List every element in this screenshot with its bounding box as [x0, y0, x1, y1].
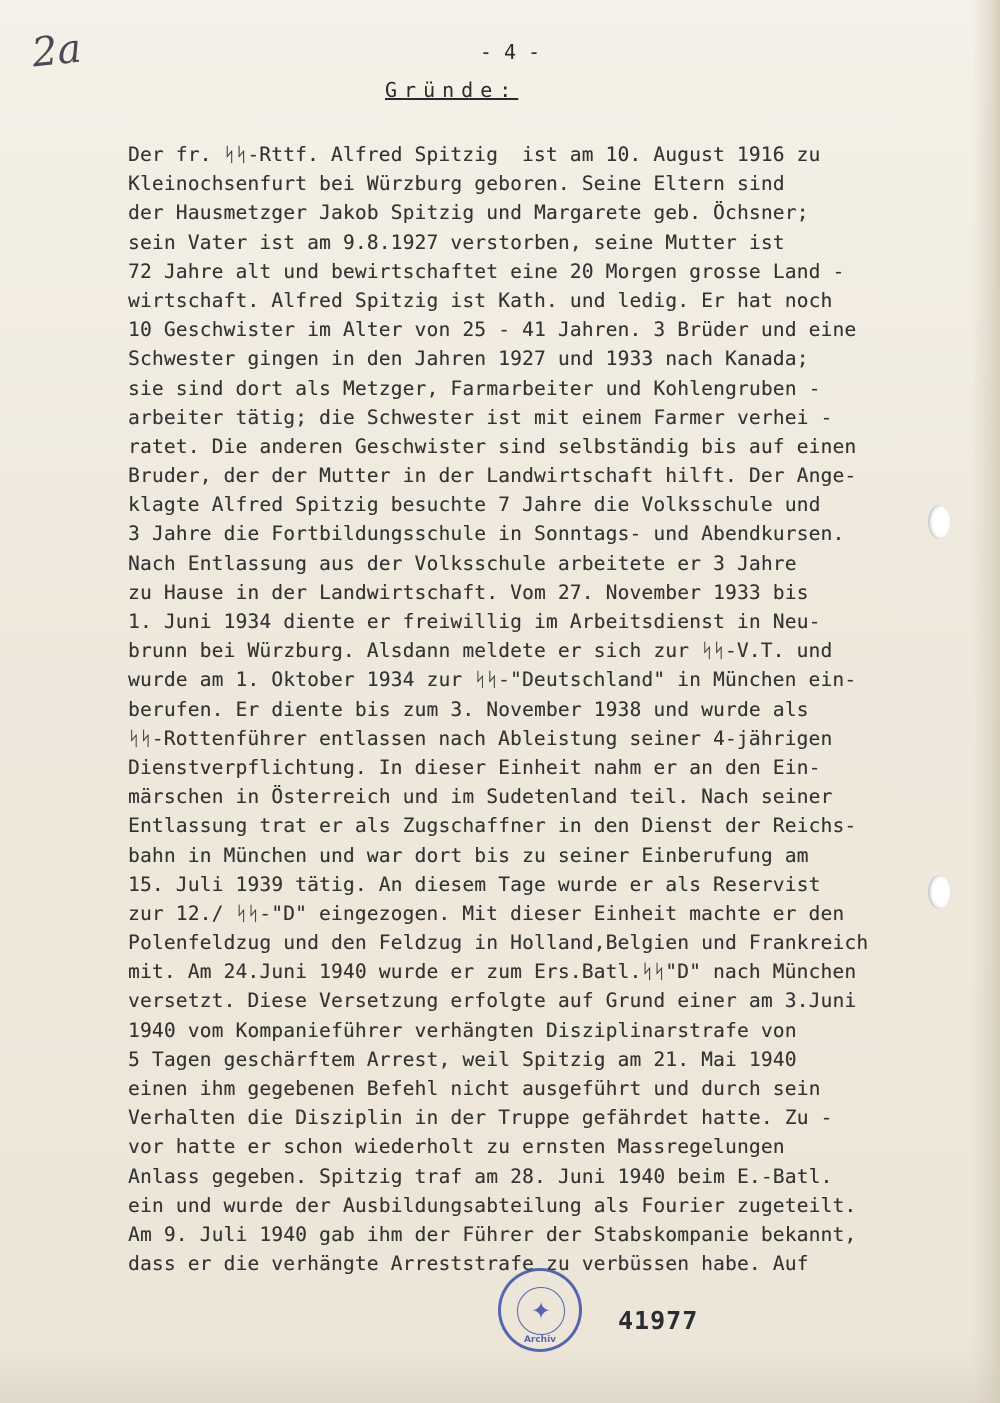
text-line: einen ihm gegebenen Befehl nicht ausgeführt und durch sein — [128, 1077, 821, 1100]
text-line: Dienstverpflichtung. In dieser Einheit nahm er an den Ein- — [128, 755, 821, 779]
punch-hole-lower — [928, 875, 950, 909]
text-line: Polenfeldzug und den Feldzug in Holland,Belgien und Frankreich — [128, 931, 869, 955]
section-heading: Gründe: — [385, 78, 519, 102]
text-line: Der fr. ᛋᛋ-Rttf. Alfred Spitzig ist am 10. August 1916 zu — [128, 143, 821, 166]
text-line: versetzt. Diese Versetzung erfolgte auf Grund einer am 3.Juni — [128, 989, 857, 1013]
text-line: märschen in Österreich und im Sudetenland teil. Nach seiner — [128, 785, 833, 809]
text-line: der Hausmetzger Jakob Spitzig und Margarete geb. Öchsner; — [128, 201, 809, 225]
text-line: 5 Tagen geschärftem Arrest, weil Spitzig am 21. Mai 1940 — [128, 1047, 797, 1071]
text-line: Schwester gingen in den Jahren 1927 und 1933 nach Kanada; — [128, 347, 809, 371]
text-line: ein und wurde der Ausbildungsabteilung als Fourier zugeteilt. — [128, 1193, 857, 1217]
text-line: Bruder, der der Mutter in der Landwirtschaft hilft. Der Ange- — [128, 464, 857, 488]
handwritten-page-mark: 2a — [29, 25, 84, 77]
text-line: ratet. Die anderen Geschwister sind selbständig bis auf einen — [128, 434, 857, 458]
text-line: Verhalten die Disziplin in der Truppe gefährdet hatte. Zu - — [128, 1106, 833, 1130]
text-line: Nach Entlassung aus der Volksschule arbeitete er 3 Jahre — [128, 551, 797, 575]
text-line: sein Vater ist am 9.8.1927 verstorben, seine Mutter ist — [128, 230, 785, 254]
text-line: zur 12./ ᛋᛋ-"D" eingezogen. Mit dieser Einheit machte er den — [128, 901, 845, 925]
document-body — [128, 140, 893, 1278]
page-edge-shadow — [972, 0, 1000, 1403]
text-line: sie sind dort als Metzger, Farmarbeiter und Kohlengruben - — [128, 376, 821, 400]
text-line: 10 Geschwister im Alter von 25 - 41 Jahren. 3 Brüder und eine — [128, 318, 857, 342]
text-line: zu Hause in der Landwirtschaft. Vom 27. November 1933 bis — [128, 580, 809, 604]
text-line: 3 Jahre die Fortbildungsschule in Sonntags- und Abendkursen. — [128, 522, 845, 546]
text-line: 1. Juni 1934 diente er freiwillig im Arbeitsdienst in Neu- — [128, 610, 821, 633]
text-line: ᛋᛋ-Rottenführer entlassen nach Ableistung seiner 4-jährigen — [128, 726, 833, 750]
text-line: Entlassung trat er als Zugschaffner in den Dienst der Reichs- — [128, 814, 857, 838]
archive-stamp — [498, 1268, 582, 1352]
page-number: - 4 - — [479, 40, 541, 64]
text-line: Anlass gegeben. Spitzig traf am 28. Juni 1940 beim E.-Batl. — [128, 1164, 833, 1188]
text-line: berufen. Er diente bis zum 3. November 1938 und wurde als — [128, 697, 809, 721]
archive-number: 41977 — [618, 1306, 699, 1335]
punch-hole-upper — [928, 505, 950, 539]
text-line: Kleinochsenfurt bei Würzburg geboren. Seine Eltern sind — [128, 172, 785, 196]
text-line: klagte Alfred Spitzig besuchte 7 Jahre die Volksschule und — [128, 493, 821, 517]
text-line: 15. Juli 1939 tätig. An diesem Tage wurde er als Reservist — [128, 872, 821, 896]
stamp-label: Archiv — [523, 1335, 557, 1345]
text-line: wurde am 1. Oktober 1934 zur ᛋᛋ-"Deutschland" in München ein- — [128, 668, 857, 692]
eagle-emblem-icon: ✦ — [517, 1287, 565, 1335]
text-line: arbeiter tätig; die Schwester ist mit einem Farmer verhei - — [128, 405, 833, 429]
text-line: Am 9. Juli 1940 gab ihm der Führer der Stabskompanie bekannt, — [128, 1222, 857, 1246]
text-line: dass er die verhängte Arreststrafe zu verbüssen habe. Auf — [128, 1252, 809, 1276]
page-bottom-shadow — [0, 1348, 1000, 1403]
text-line: 1940 vom Kompanieführer verhängten Disziplinarstrafe von — [128, 1018, 797, 1042]
text-line: bahn in München und war dort bis zu seiner Einberufung am — [128, 843, 809, 867]
text-line: 72 Jahre alt und bewirtschaftet eine 20 Morgen grosse Land - — [128, 259, 845, 283]
text-line: mit. Am 24.Juni 1940 wurde er zum Ers.Batl.ᛋᛋ"D" nach München — [128, 960, 857, 984]
text-line: vor hatte er schon wiederholt zu ernsten Massregelungen — [128, 1135, 785, 1159]
text-line: brunn bei Würzburg. Alsdann meldete er sich zur ᛋᛋ-V.T. und — [128, 639, 833, 663]
text-line: wirtschaft. Alfred Spitzig ist Kath. und ledig. Er hat noch — [128, 288, 833, 312]
